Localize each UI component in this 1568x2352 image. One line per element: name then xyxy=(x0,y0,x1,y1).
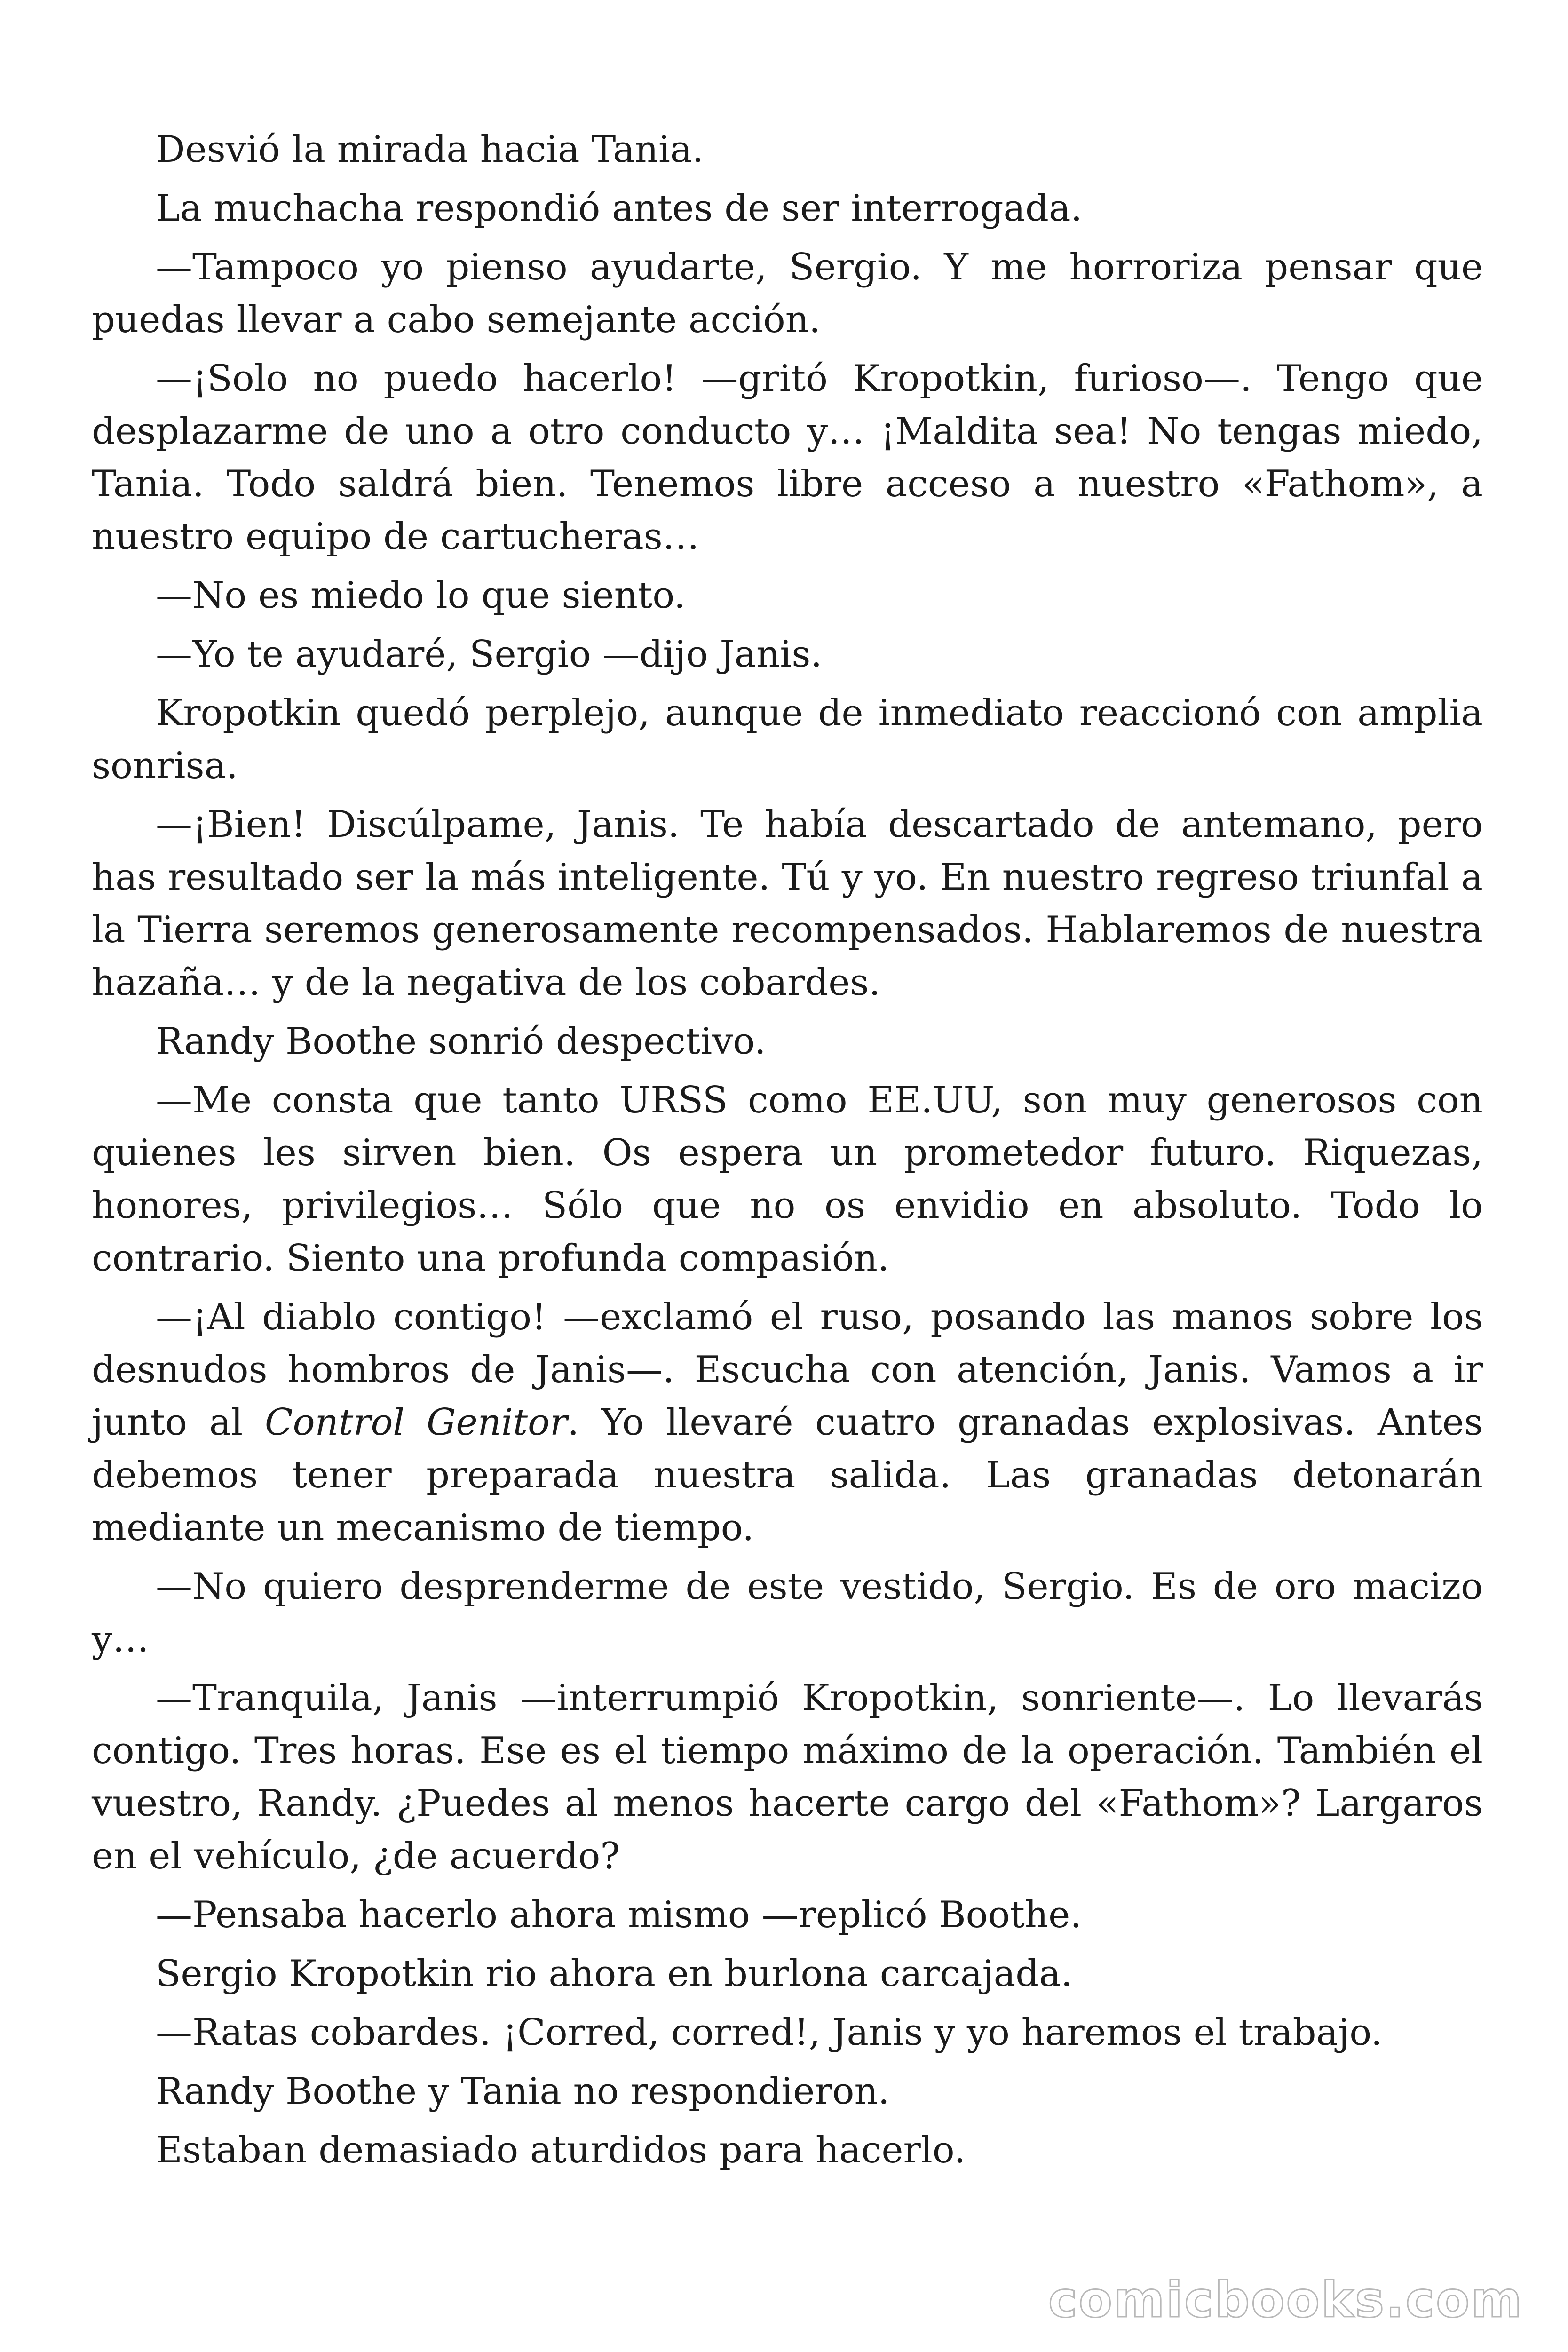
paragraph: —Ratas cobardes. ¡Corred, corred!, Janis y yo haremos el trabajo. xyxy=(156,2011,1383,2054)
paragraph: Desvió la mirada hacia Tania. xyxy=(156,128,704,171)
watermark: comicbooks.com xyxy=(1048,2271,1523,2328)
paragraph: —Tranquila, Janis —interrumpió Kropotkin, sonriente—. Lo llevarás contigo. Tres horas. Ese es el tiempo máximo de la operación. También el vuestro, Randy. ¿Puedes al menos hacerte cargo del «Fathom»? Largaros en el vehículo, ¿de acuerdo? xyxy=(92,1677,1483,1877)
paragraph: —Pensaba hacerlo ahora mismo —replicó Boothe. xyxy=(156,1894,1082,1936)
paragraph-text-before: —¡Al diablo contigo! —exclamó el ruso, posando las manos sobre los desnudos hombros de Janis—. Escucha con atención, Janis. Vamos a ir junto al xyxy=(92,1296,1483,1444)
paragraph: —¡Bien! Discúlpame, Janis. Te había descartado de antemano, pero has resultado ser la más inteligente. Tú y yo. En nuestro regreso triunfal a la Tierra seremos generosamente recompensados. Hablaremos de nuestra hazaña… y de la negativa de los cobardes. xyxy=(92,803,1483,1004)
paragraph: —No quiero desprenderme de este vestido, Sergio. Es de oro macizo y… xyxy=(92,1565,1483,1661)
paragraph: —¡Solo no puedo hacerlo! —gritó Kropotkin, furioso—. Tengo que desplazarme de uno a otro conducto y… ¡Maldita sea! No tengas miedo, Tania. Todo saldrá bien. Tenemos libre acceso a nuestro «Fathom», a nuestro equipo de cartucheras… xyxy=(92,358,1483,558)
paragraph: —Me consta que tanto URSS como EE.UU, son muy generosos con quienes les sirven bien. Os espera un prometedor futuro. Riquezas, honores, privilegios… Sólo que no os envidio en absoluto. Todo lo contrario. Siento una profunda compasión. xyxy=(92,1079,1483,1279)
italic-title: Control Genitor xyxy=(264,1401,568,1444)
paragraph: La muchacha respondió antes de ser interrogada. xyxy=(156,187,1083,230)
paragraph: Randy Boothe sonrió despectivo. xyxy=(156,1020,766,1063)
paragraph: Kropotkin quedó perplejo, aunque de inmediato reaccionó con amplia sonrisa. xyxy=(92,692,1483,787)
paragraph: Estaban demasiado aturdidos para hacerlo. xyxy=(156,2129,966,2171)
paragraph: Randy Boothe y Tania no respondieron. xyxy=(156,2070,890,2113)
paragraph: —Yo te ayudaré, Sergio —dijo Janis. xyxy=(156,633,823,675)
paragraph-text-after: . Yo llevaré cuatro granadas explosivas. Antes debemos tener preparada nuestra salida. Las granadas detonarán mediante un mecanismo de tiempo. xyxy=(92,1401,1483,1549)
paragraph: —Tampoco yo pienso ayudarte, Sergio. Y me horroriza pensar que puedas llevar a cabo semejante acción. xyxy=(92,246,1483,341)
paragraph: —No es miedo lo que siento. xyxy=(156,574,686,617)
paragraph-with-italic xyxy=(92,1291,1483,1554)
book-page-text xyxy=(92,123,1483,2183)
paragraph: Sergio Kropotkin rio ahora en burlona carcajada. xyxy=(156,1953,1073,1995)
